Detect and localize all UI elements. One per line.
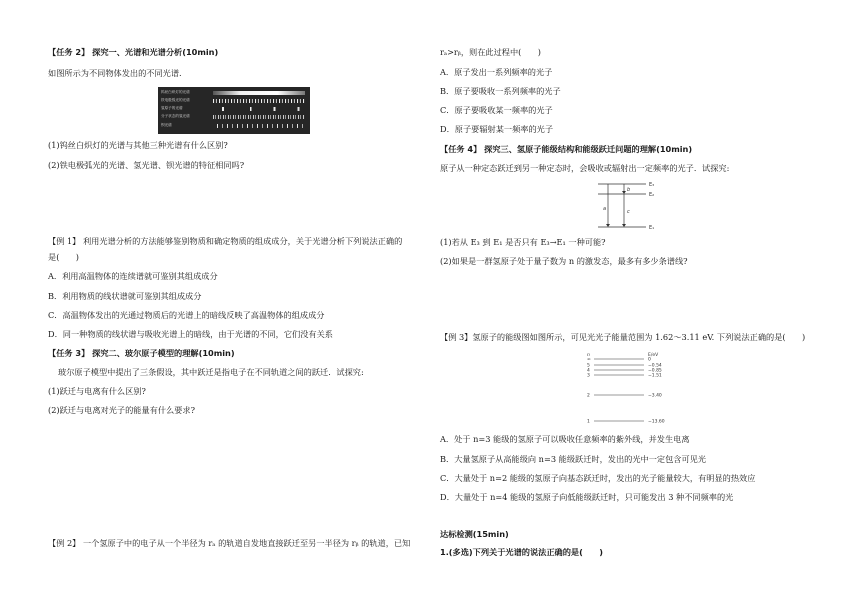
spectrum-label: 分子状态的氢光谱 [161,114,190,118]
level-energy-label: −1.51 [648,373,662,379]
example2-option-b: B．原子要吸收一系列频率的光子 [440,86,561,96]
example2-option-d: D．原子要辐射某一频率的光子 [440,124,554,134]
arrow-label-c: c [627,209,630,215]
level-label-e2: E₂ [649,192,655,198]
level-n-label: ∞ [587,357,591,363]
task3-intro: 玻尔原子模型中提出了三条假设，其中跃迁是指电子在不同轨道之间的跃迁．试探究: [58,367,364,377]
axis-n-label: n [587,353,590,358]
task4-question-2: (2)如果是一群氢原子处于量子数为 n 的激发态，最多有多少条谱线? [440,256,688,266]
level-label-e1: E₁ [649,225,655,231]
level-energy-label: −0.85 [648,368,662,374]
arrowhead-a [606,224,610,227]
level-energy-label: −3.40 [648,393,662,399]
level-n-label: 3 [587,373,590,379]
check-title: 达标检测(15min) [440,529,509,539]
task4-intro: 原子从一种定态跃迁到另一种定态时，会吸收或辐射出一定频率的光子．试探究: [440,163,730,173]
task4-title: 【任务 4】 探究三、氢原子能级结构和能级跃迁问题的理解(10min) [440,144,693,154]
example1-option-b: B．利用物质的线状谱就可鉴别其组成成分 [48,291,202,301]
task2-title: 【任务 2】 探究一、光谱和光谱分析(10min) [48,47,219,57]
spectrum-label: 氢原子的光谱 [161,106,183,110]
spectrum-label: 钡光谱 [161,123,172,127]
task2-question-1: (1)钨丝白炽灯的光谱与其他三种光谱有什么区别? [48,140,228,150]
example3-option-c: C．大量处于 n=2 能级的氢原子向基态跃迁时，发出的光子能量较大，有明显的热效应 [440,473,756,483]
transition-diagram [594,180,664,232]
example2-stem: 【例 2】 一个氢原子中的电子从一个半径为 rₐ 的轨道自发地直接跃迁至另一半径为 rᵦ 的轨道，已知 [48,538,411,548]
band-spectrum [213,115,305,119]
example1-stem: 【例 1】 利用光谱分析的方法能够鉴别物质和确定物质的组成成分，关于光谱分析下列说法正确的 [48,236,403,246]
line-band [213,107,305,111]
example1-option-d: D．同一种物质的线状谱与吸收光谱上的暗线，由于光谱的不同，它们没有关系 [48,329,333,339]
check-question-1: 1.(多选)下列关于光谱的说法正确的是( ) [440,547,603,557]
example2-option-c: C．原子要吸收某一频率的光子 [440,105,553,115]
arrow-label-b: b [627,187,631,193]
spectrum-figure [158,87,310,134]
arrowhead-c [622,224,626,227]
spectrum-label: 钨丝白炽灯的光谱 [161,90,190,94]
hydrogen-energy-diagram [586,350,676,425]
task4-question-1: (1)若从 E₃ 到 E₁ 是否只有 E₃→E₁ 一种可能? [440,237,606,247]
example1-option-c: C．高温物体发出的光通过物质后的光谱上的暗线反映了高温物体的组成成分 [48,310,325,320]
example3-option-b: B．大量氢原子从高能级向 n=3 能级跃迁时，发出的光中一定包含可见光 [440,454,707,464]
level-label-e3: E₃ [649,182,655,188]
task3-title: 【任务 3】 探究二、玻尔原子模型的理解(10min) [48,348,235,358]
arrow-label-a: a [603,206,607,212]
example3-stem: 【例 3】氢原子的能级图如图所示，可见光光子能量范围为 1.62～3.11 eV. 下列说法正确的是( ) [440,332,806,342]
example2-option-a: A．原子发出一系列频率的光子 [440,67,553,77]
level-energy-label: −13.60 [648,419,665,425]
continuous-band [213,91,305,95]
arrowhead-b [622,191,626,194]
line-band [213,99,305,103]
example3-option-a: A．处于 n=3 能级的氢原子可以吸收任意频率的紫外线，并发生电离 [440,434,690,444]
example3-option-d: D．大量处于 n=4 能级的氢原子向低能级跃迁时，只可能发出 3 种不同频率的光 [440,492,734,502]
task2-intro: 如图所示为不同物体发出的不同光谱. [48,68,182,78]
level-n-label: 4 [587,368,590,374]
task3-question-2: (2)跃迁与电离对光子的能量有什么要求? [48,405,195,415]
task3-question-1: (1)跃迁与电离有什么区别? [48,386,146,396]
level-n-label: 5 [587,363,590,369]
level-energy-label: 0 [648,357,651,363]
line-band [213,124,305,128]
level-n-label: 2 [587,393,590,399]
task2-question-2: (2)铁电极弧光的光谱、氢光谱、钡光谱的特征相同吗? [48,160,245,170]
spectrum-label: 铁电极弧光的光谱 [161,98,190,102]
level-energy-label: −0.54 [648,363,662,369]
energy-levels [587,357,665,425]
axis-energy-label: E/eV [648,353,659,358]
example1-stem-cont: 是( ) [48,252,79,262]
example1-option-a: A．利用高温物体的连续谱就可鉴别其组成成分 [48,271,218,281]
example2-stem-cont: rₐ>rᵦ，则在此过程中( ) [440,47,541,57]
level-n-label: 1 [587,419,590,425]
